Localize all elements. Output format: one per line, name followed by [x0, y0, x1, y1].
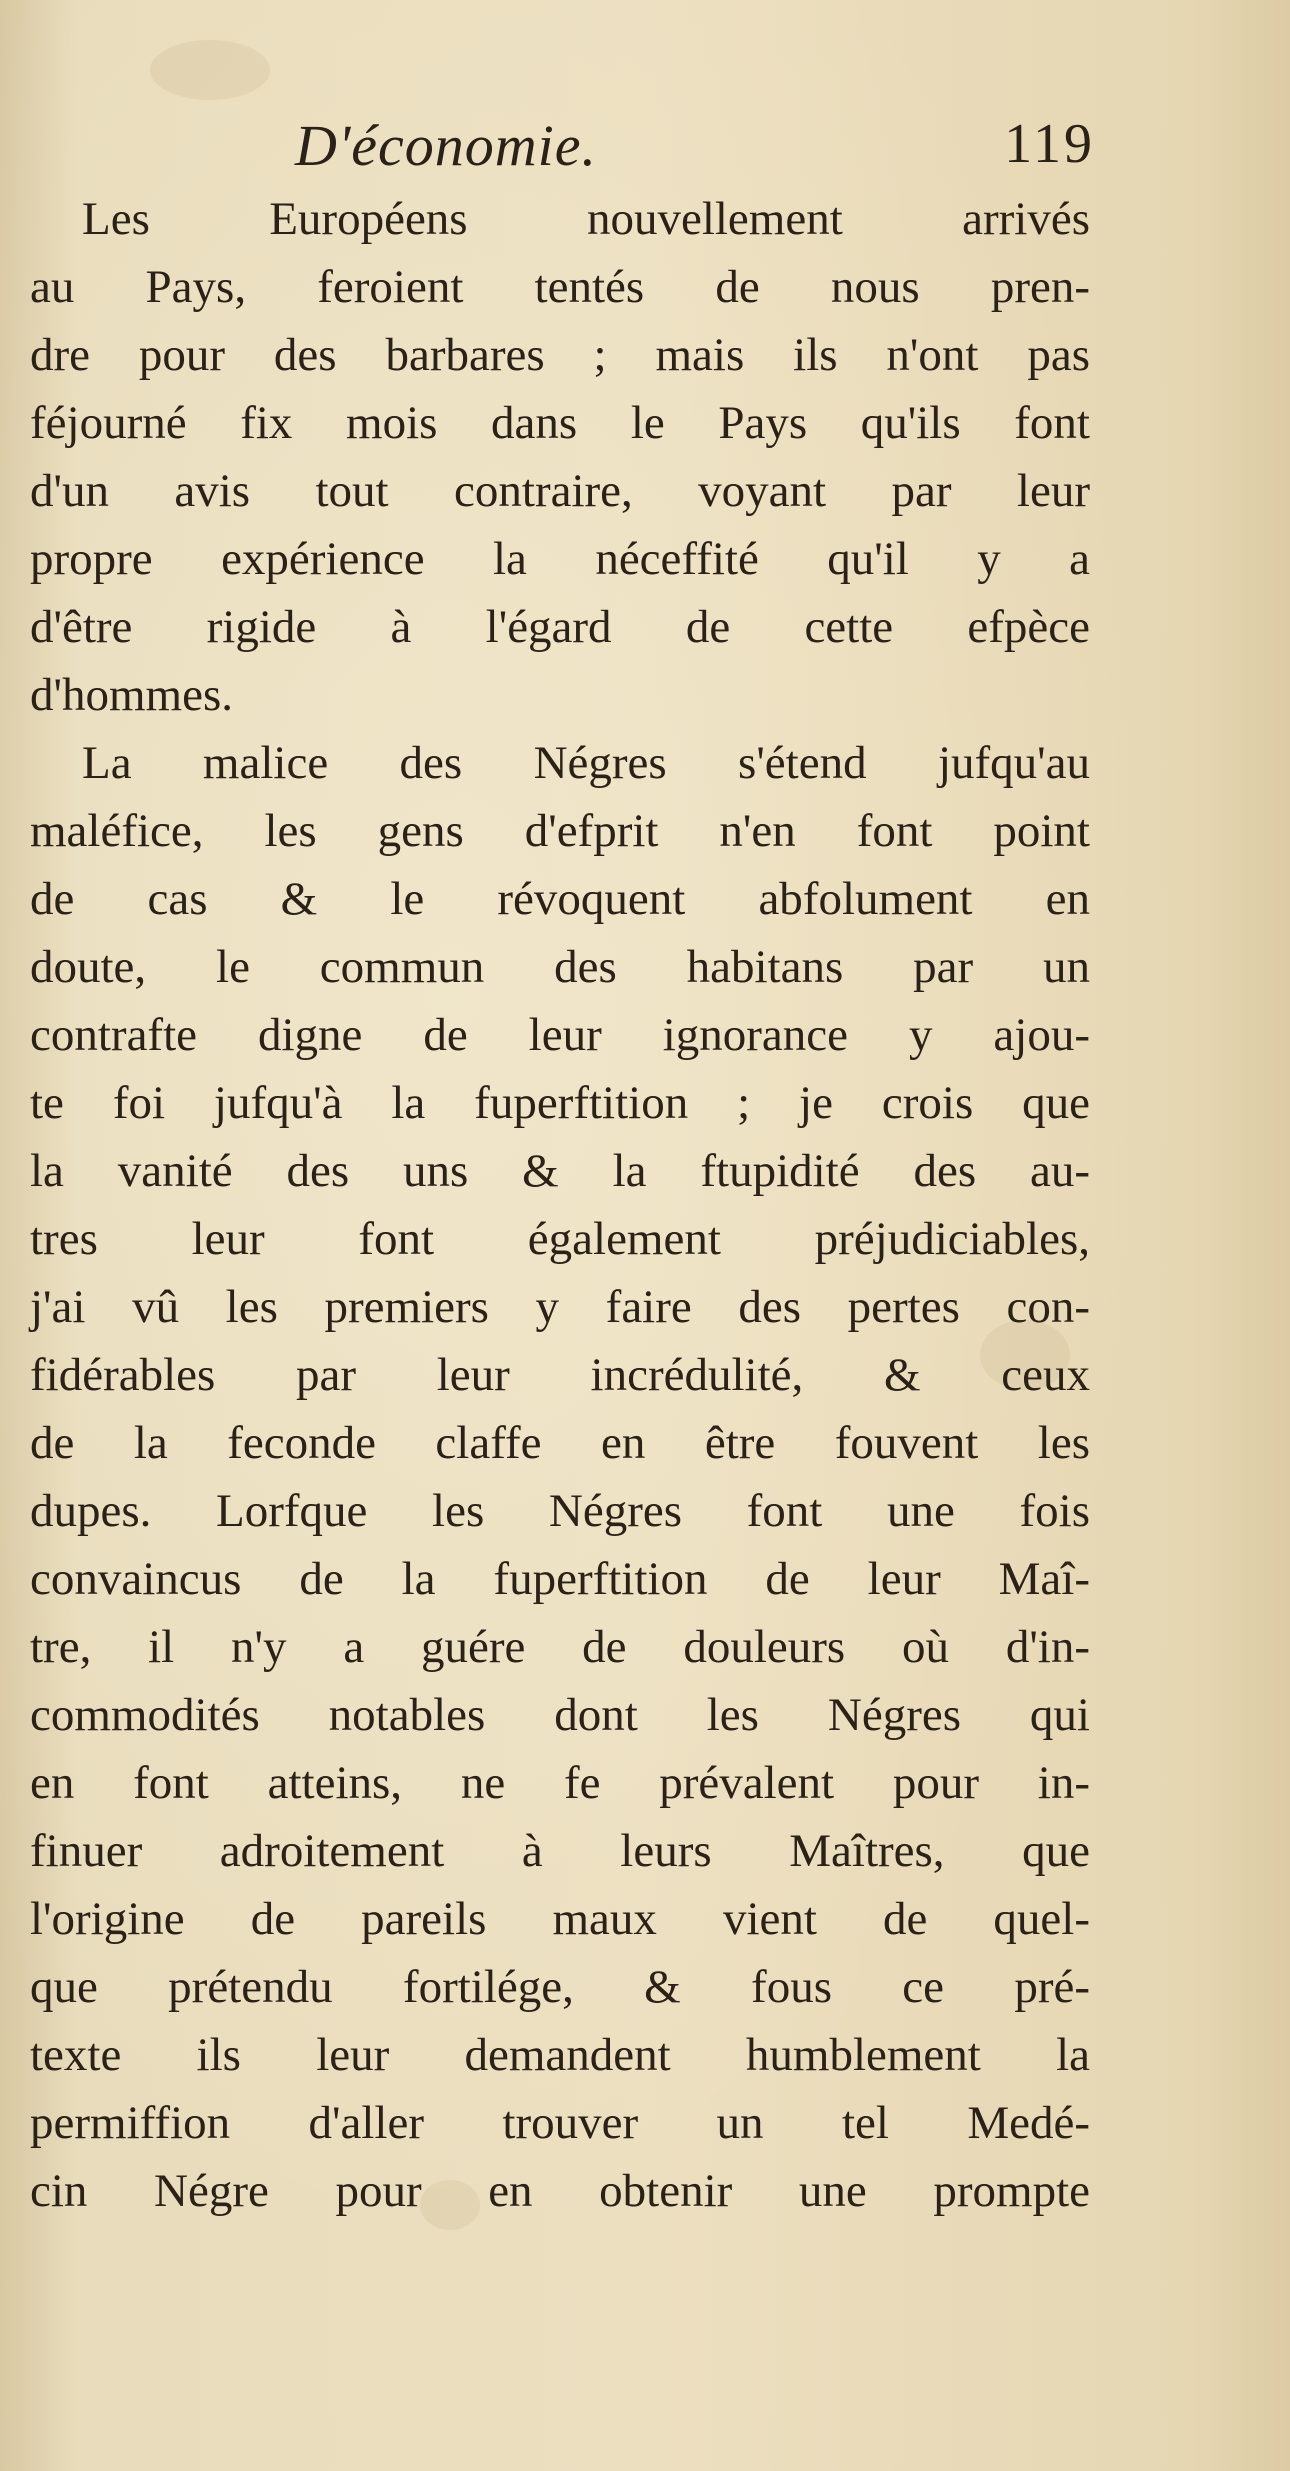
text-line: la vanité des uns & la ftupidité des au-	[30, 1145, 1090, 1197]
text-line: convaincus de la fuperftition de leur Maî-	[30, 1553, 1090, 1605]
text-line: propre expérience la néceffité qu'il y a	[30, 533, 1090, 585]
text-line: d'être rigide à l'égard de cette efpèce	[30, 601, 1090, 653]
text-line: au Pays, feroient tentés de nous pren-	[30, 261, 1090, 313]
text-line: commodités notables dont les Négres qui	[30, 1689, 1090, 1741]
text-line: contrafte digne de leur ignorance y ajou-	[30, 1009, 1090, 1061]
text-line: dre pour des barbares ; mais ils n'ont pas	[30, 329, 1090, 381]
running-title: D'économie.	[295, 113, 598, 178]
paragraph-2	[30, 729, 1090, 2225]
text-line: de cas & le révoquent abfolument en	[30, 873, 1090, 925]
text-line: permiffion d'aller trouver un tel Medé-	[30, 2097, 1090, 2149]
text-line: maléfice, les gens d'efprit n'en font point	[30, 805, 1090, 857]
body-text	[30, 185, 1090, 2225]
page-number: 119	[1004, 113, 1095, 175]
text-line: finuer adroitement à leurs Maîtres, que	[30, 1825, 1090, 1877]
paragraph-1	[30, 185, 1090, 729]
text-line: Les Européens nouvellement arrivés	[82, 193, 1090, 245]
text-line: tre, il n'y a guére de douleurs où d'in-	[30, 1621, 1090, 1673]
text-line: dupes. Lorfque les Négres font une fois	[30, 1485, 1090, 1537]
text-line: La malice des Négres s'étend jufqu'au	[82, 737, 1090, 789]
text-line: d'un avis tout contraire, voyant par leur	[30, 465, 1090, 517]
text-line: cin Négre pour en obtenir une prompte	[30, 2165, 1090, 2217]
text-line: fidérables par leur incrédulité, & ceux	[30, 1349, 1090, 1401]
text-line: de la feconde claffe en être fouvent les	[30, 1417, 1090, 1469]
text-line: j'ai vû les premiers y faire des pertes con-	[30, 1281, 1090, 1333]
text-line: d'hommes.	[30, 669, 233, 721]
foxing-stain	[150, 40, 270, 100]
text-line: féjourné fix mois dans le Pays qu'ils font	[30, 397, 1090, 449]
text-line: te foi jufqu'à la fuperftition ; je crois que	[30, 1077, 1090, 1129]
text-line: que prétendu fortilége, & fous ce pré-	[30, 1961, 1090, 2013]
text-line: en font atteins, ne fe prévalent pour in-	[30, 1757, 1090, 1809]
text-line: doute, le commun des habitans par un	[30, 941, 1090, 993]
text-line: tres leur font également préjudiciables,	[30, 1213, 1090, 1265]
text-line: texte ils leur demandent humblement la	[30, 2029, 1090, 2081]
text-line: l'origine de pareils maux vient de quel-	[30, 1893, 1090, 1945]
page-header	[295, 112, 1095, 192]
